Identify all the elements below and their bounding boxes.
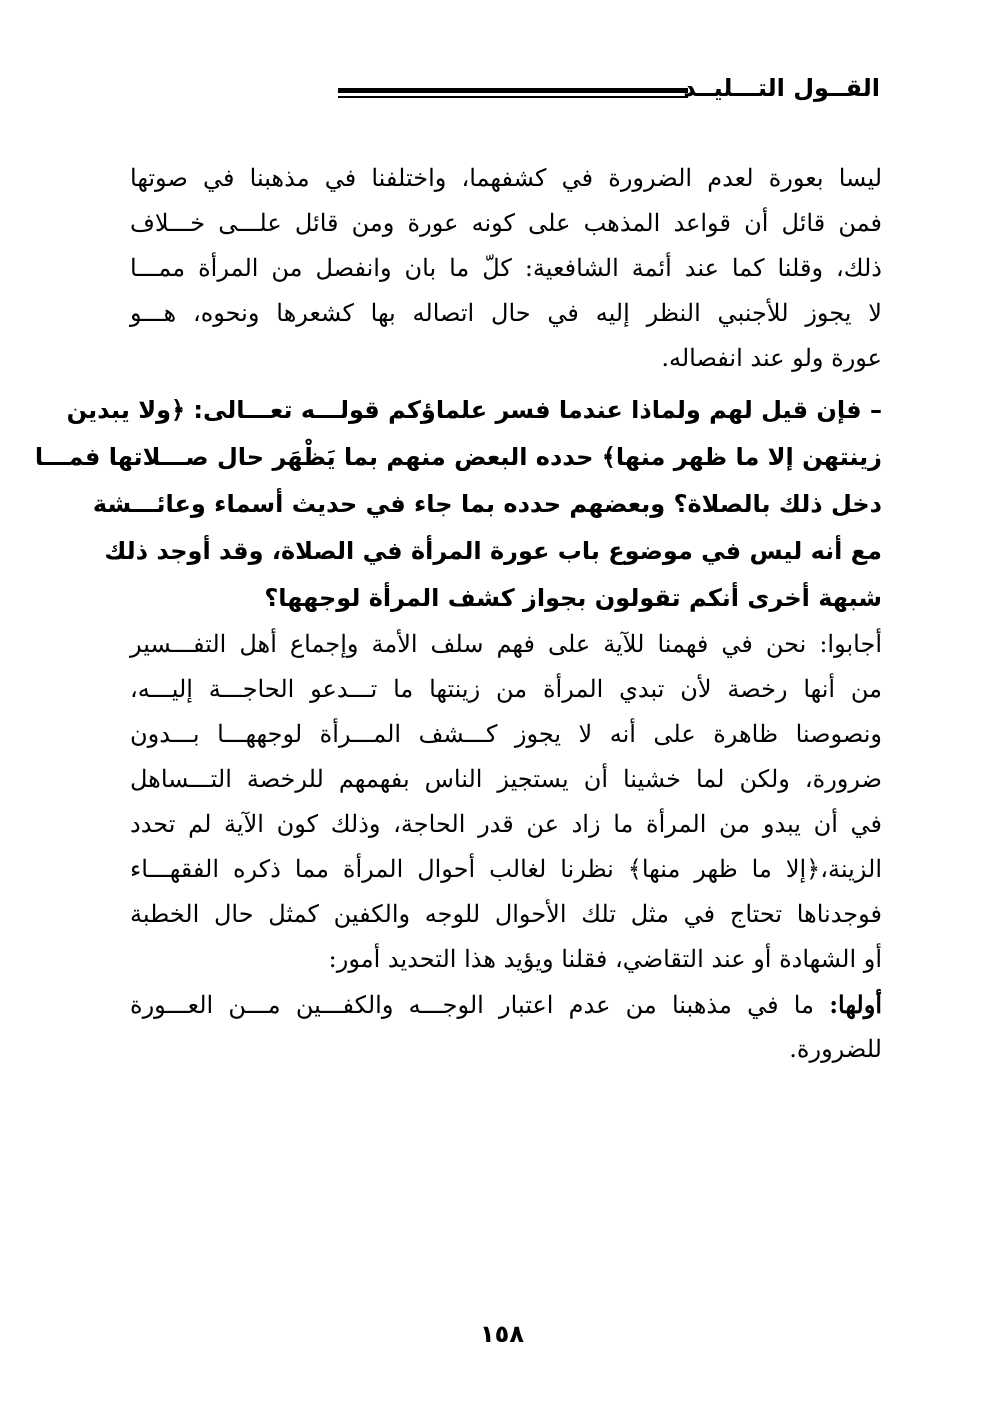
text-line: للضرورة. bbox=[789, 1035, 882, 1063]
paragraph-1 bbox=[130, 156, 882, 381]
header-rule-thick bbox=[338, 88, 688, 93]
text-line: لا يجوز للأجنبي النظر إليه في حال اتصاله بها كشعرها ونحوه، هـــو bbox=[130, 299, 882, 327]
first-point-paragraph bbox=[130, 982, 882, 1072]
text-line: ليسا بعورة لعدم الضرورة في كشفهما، واختلفنا في مذهبنا في صوتها bbox=[130, 164, 883, 192]
page-body bbox=[34, 156, 883, 1072]
point-text: ما في مذهبنا من عدم اعتبار الوجـــه والكفـــين مـــن العـــورة bbox=[130, 991, 830, 1019]
header-rule bbox=[128, 70, 688, 110]
answer-paragraph bbox=[130, 622, 882, 982]
text-line: فمن قائل أن قواعد المذهب على كونه عورة ومن قائل علـــى خـــلاف bbox=[130, 209, 882, 237]
book-title: القــول التـــليــد bbox=[683, 74, 880, 102]
question-line: مع أنه ليس في موضوع باب عورة المرأة في الصلاة، وقد أوجد ذلك bbox=[104, 537, 882, 565]
question-line: دخل ذلك بالصلاة؟ وبعضهم حدده بما جاء في حديث أسماء وعائـــشة bbox=[92, 490, 882, 518]
text-line: ضرورة، ولكن لما خشينا أن يستجيز الناس بفهمهم للرخصة التـــساهل bbox=[130, 765, 882, 793]
question-line: شبهة أخرى أنكم تقولون بجواز كشف المرأة لوجهها؟ bbox=[264, 584, 882, 612]
text-line: في أن يبدو من المرأة ما زاد عن قدر الحاجة، وذلك كون الآية لم تحدد bbox=[130, 810, 882, 838]
text-line: من أنها رخصة لأن تبدي المرأة من زينتها ما تـــدعو الحاجـــة إليـــه، bbox=[130, 675, 882, 703]
text-line: ذلك، وقلنا كما عند أئمة الشافعية: كلّ ما بان وانفصل من المرأة ممـــا bbox=[130, 254, 882, 282]
text-line: فوجدناها تحتاج في مثل تلك الأحوال للوجه والكفين كمثل حال الخطبة bbox=[130, 900, 882, 928]
text-line: عورة ولو عند انفصاله. bbox=[661, 344, 882, 372]
text-line bbox=[130, 982, 882, 1027]
page-number: ١٥٨ bbox=[480, 1320, 524, 1348]
text-line: ونصوصنا ظاهرة على أنه لا يجوز كـــشف المـــرأة لوجههـــا بـــدون bbox=[130, 720, 882, 748]
running-header bbox=[128, 70, 880, 110]
header-rule-thin bbox=[338, 96, 688, 98]
text-line: أو الشهادة أو عند التقاضي، فقلنا ويؤيد هذا التحديد أمور: bbox=[328, 945, 882, 973]
point-lead: أولها: bbox=[829, 990, 882, 1019]
question-line: – فإن قيل لهم ولماذا عندما فسر علماؤكم قولـــه تعـــالى: ﴿ولا يبدين bbox=[66, 396, 882, 424]
question-line: زينتهن إلا ما ظهر منها﴾ حدده البعض منهم بما يَظْهَر حال صـــلاتها فمـــا bbox=[34, 443, 882, 471]
text-line: أجابوا: نحن في فهمنا للآية على فهم سلف الأمة وإجماع أهل التفـــسير bbox=[130, 630, 882, 658]
question-paragraph bbox=[34, 387, 882, 622]
text-line: الزينة،﴿إلا ما ظهر منها﴾ نظرنا لغالب أحوال المرأة مما ذكره الفقهـــاء bbox=[130, 855, 883, 883]
